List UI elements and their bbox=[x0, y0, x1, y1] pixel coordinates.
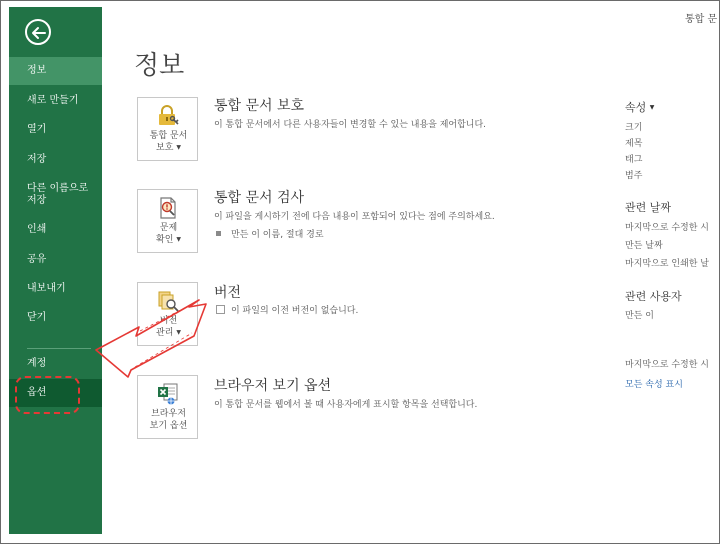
backstage-sidebar bbox=[9, 7, 102, 534]
section-bullet bbox=[216, 229, 324, 241]
section-description: 이 통합 문서를 웹에서 볼 때 사용자에게 표시할 항목을 선택합니다. bbox=[214, 400, 478, 410]
sidebar-item-label: 계정 bbox=[27, 358, 47, 369]
sidebar-item-open[interactable] bbox=[9, 124, 102, 136]
section-description: 이 파일의 이전 버전이 없습니다. bbox=[231, 306, 359, 316]
sidebar-item-export[interactable] bbox=[9, 283, 102, 295]
properties-header-label: 속성 bbox=[625, 101, 647, 114]
back-arrow-icon bbox=[30, 24, 48, 42]
date-last-printed: 마지막으로 인쇄한 날 bbox=[625, 259, 709, 269]
dropdown-caret-icon: ▼ bbox=[176, 236, 181, 243]
show-all-properties-link[interactable]: 모든 속성 표시 bbox=[625, 380, 683, 390]
bullet-text: 만든 이 이름, 절대 경로 bbox=[231, 230, 324, 240]
sidebar-item-print[interactable] bbox=[9, 224, 102, 236]
sidebar-item-label-line1: 다른 이름으로 bbox=[27, 183, 89, 194]
sidebar-item-label: 공유 bbox=[27, 254, 47, 265]
sidebar-item-save-as[interactable] bbox=[9, 183, 102, 207]
section-title: 버전 bbox=[214, 285, 242, 301]
manage-versions-icon bbox=[156, 289, 180, 313]
sidebar-item-label: 내보내기 bbox=[27, 283, 66, 294]
tile-label-line2: 보호 bbox=[156, 143, 174, 153]
tile-label-line2: 확인 bbox=[156, 235, 174, 245]
sidebar-item-share[interactable] bbox=[9, 254, 102, 266]
properties-header[interactable] bbox=[625, 101, 654, 115]
manage-versions-button[interactable] bbox=[137, 282, 198, 346]
back-button[interactable] bbox=[25, 19, 51, 45]
tile-label-line2: 보기 옵션 bbox=[149, 421, 188, 431]
sidebar-item-label: 저장 bbox=[27, 154, 47, 165]
sidebar-item-label: 닫기 bbox=[27, 312, 47, 323]
section-description: 이 통합 문서에서 다른 사용자들이 변경할 수 있는 내용을 제어합니다. bbox=[214, 120, 487, 130]
sidebar-item-label: 새로 만들기 bbox=[27, 95, 79, 106]
sidebar-item-label: 인쇄 bbox=[27, 224, 47, 235]
window-title: 통합 문 bbox=[685, 14, 718, 25]
sidebar-item-info[interactable] bbox=[9, 57, 102, 85]
people-author: 만든 이 bbox=[625, 311, 654, 321]
section-title: 브라우저 보기 옵션 bbox=[214, 378, 332, 394]
date-created: 만든 날짜 bbox=[625, 241, 663, 251]
property-size: 크기 bbox=[625, 123, 643, 133]
section-description-row bbox=[216, 305, 358, 317]
sidebar-divider bbox=[27, 348, 91, 349]
tile-label-line1: 통합 문서 bbox=[149, 131, 188, 141]
property-categories: 범주 bbox=[625, 171, 643, 181]
property-title: 제목 bbox=[625, 139, 643, 149]
tile-label-line1: 브라우저 bbox=[151, 409, 186, 419]
sidebar-item-new[interactable] bbox=[9, 95, 102, 107]
version-file-icon bbox=[216, 305, 225, 314]
chevron-down-icon: ▼ bbox=[649, 104, 655, 111]
date-last-modified: 마지막으로 수정한 시 bbox=[625, 223, 709, 233]
related-people-header: 관련 사용자 bbox=[625, 290, 682, 303]
bullet-square-icon bbox=[216, 231, 221, 236]
dropdown-caret-icon: ▼ bbox=[176, 144, 181, 151]
sidebar-item-close[interactable] bbox=[9, 312, 102, 324]
page-title: 정보 bbox=[134, 51, 185, 81]
protect-workbook-button[interactable] bbox=[137, 97, 198, 161]
sidebar-item-label-line2: 저장 bbox=[27, 195, 47, 206]
lock-key-icon bbox=[156, 104, 180, 128]
check-issues-button[interactable] bbox=[137, 189, 198, 253]
section-title: 통합 문서 검사 bbox=[214, 190, 305, 206]
section-description: 이 파일을 게시하기 전에 다음 내용이 포함되어 있다는 점에 주의하세요. bbox=[214, 212, 495, 222]
last-modified-by: 마지막으로 수정한 시 bbox=[625, 360, 709, 370]
tile-label-line1: 문제 bbox=[159, 223, 178, 233]
dropdown-caret-icon: ▼ bbox=[176, 329, 181, 336]
sidebar-item-options[interactable] bbox=[9, 379, 102, 407]
related-dates-header: 관련 날짜 bbox=[625, 201, 672, 214]
tile-label-line2: 관리 bbox=[156, 328, 174, 338]
sidebar-item-save[interactable] bbox=[9, 154, 102, 166]
browser-view-options-button[interactable] bbox=[137, 375, 198, 439]
inspect-document-icon bbox=[156, 196, 180, 220]
sidebar-item-label: 옵션 bbox=[27, 387, 47, 398]
sidebar-item-label: 열기 bbox=[27, 124, 47, 135]
tile-label-line1: 버전 bbox=[159, 316, 178, 326]
excel-browser-icon bbox=[156, 382, 180, 406]
section-title: 통합 문서 보호 bbox=[214, 98, 305, 114]
sidebar-item-account[interactable] bbox=[9, 358, 102, 370]
sidebar-item-label: 정보 bbox=[27, 65, 47, 76]
property-tags: 태그 bbox=[625, 155, 643, 165]
